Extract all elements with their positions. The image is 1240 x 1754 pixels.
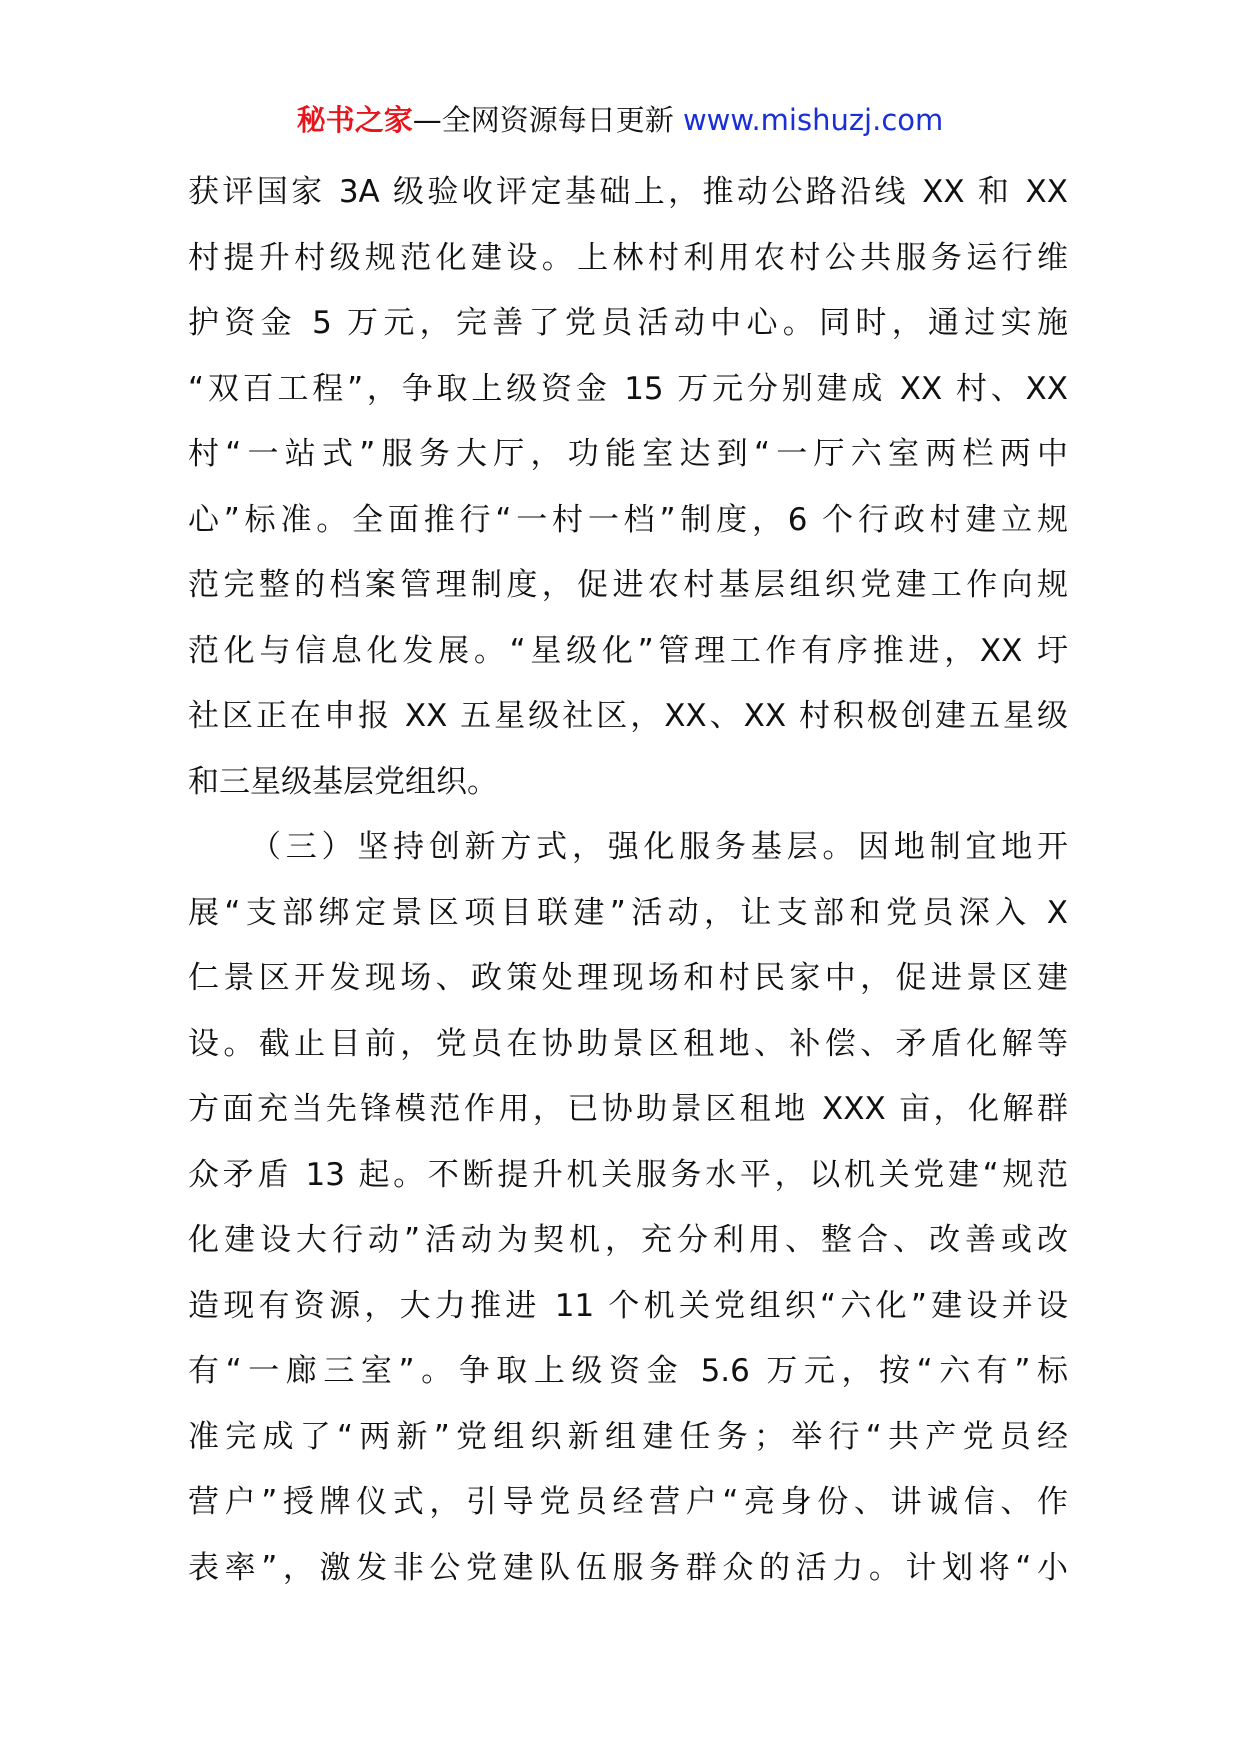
site-url-link[interactable]: www.mishuzj.com xyxy=(682,103,944,137)
text-line: “双百工程”，争取上级资金 15 万元分别建成 XX 村、XX xyxy=(188,370,1068,407)
text-line: 村提升村级规范化建设。上林村利用农村公共服务运行维 xyxy=(188,239,1068,276)
text-line: 获评国家 3A 级验收评定基础上，推动公路沿线 XX 和 XX xyxy=(188,174,1068,210)
text-line: 范化与信息化发展。“星级化”管理工作有序推进，XX 圩 xyxy=(188,632,1068,669)
text-line: 造现有资源，大力推进 11 个机关党组织“六化”建设并设 xyxy=(188,1287,1068,1324)
header-tagline: —全网资源每日更新 xyxy=(412,103,674,137)
text-line: 营户”授牌仪式，引导党员经营户“亮身份、讲诚信、作 xyxy=(188,1484,1068,1520)
text-line: 社区正在申报 XX 五星级社区，XX、XX 村积极创建五星级 xyxy=(188,698,1068,734)
text-line: 展“支部绑定景区项目联建”活动，让支部和党员深入 X xyxy=(188,894,1068,931)
text-line: 仁景区开发现场、政策处理现场和村民家中，促进景区建 xyxy=(188,960,1068,996)
text-line: 护资金 5 万元，完善了党员活动中心。同时，通过实施 xyxy=(188,305,1068,341)
text-line: 村“一站式”服务大厅，功能室达到“一厅六室两栏两中 xyxy=(188,436,1068,472)
text-line: 化建设大行动”活动为契机，充分利用、整合、改善或改 xyxy=(188,1222,1068,1258)
page-header xyxy=(0,100,1240,140)
text-line: 准完成了“两新”党组织新组建任务；举行“共产党员经 xyxy=(188,1418,1068,1455)
text-line: 表率”，激发非公党建队伍服务群众的活力。计划将“小 xyxy=(188,1549,1068,1586)
text-line: 方面充当先锋模范作用，已协助景区租地 XXX 亩，化解群 xyxy=(188,1091,1068,1127)
brand-name: 秘书之家 xyxy=(296,103,413,137)
paragraph-end-line: 和三星级基层党组织。 xyxy=(188,763,498,800)
section-heading-line: （三）坚持创新方式，强化服务基层。因地制宜地开 xyxy=(250,829,1068,865)
text-line: 心”标准。全面推行“一村一档”制度，6 个行政村建立规 xyxy=(188,501,1068,538)
text-line: 有“一廊三室”。争取上级资金 5.6 万元，按“六有”标 xyxy=(188,1353,1068,1389)
text-line: 众矛盾 13 起。不断提升机关服务水平，以机关党建“规范 xyxy=(188,1156,1068,1193)
text-line: 设。截止目前，党员在协助景区租地、补偿、矛盾化解等 xyxy=(188,1025,1068,1062)
text-line: 范完整的档案管理制度，促进农村基层组织党建工作向规 xyxy=(188,567,1068,603)
document-body xyxy=(188,160,1068,1601)
